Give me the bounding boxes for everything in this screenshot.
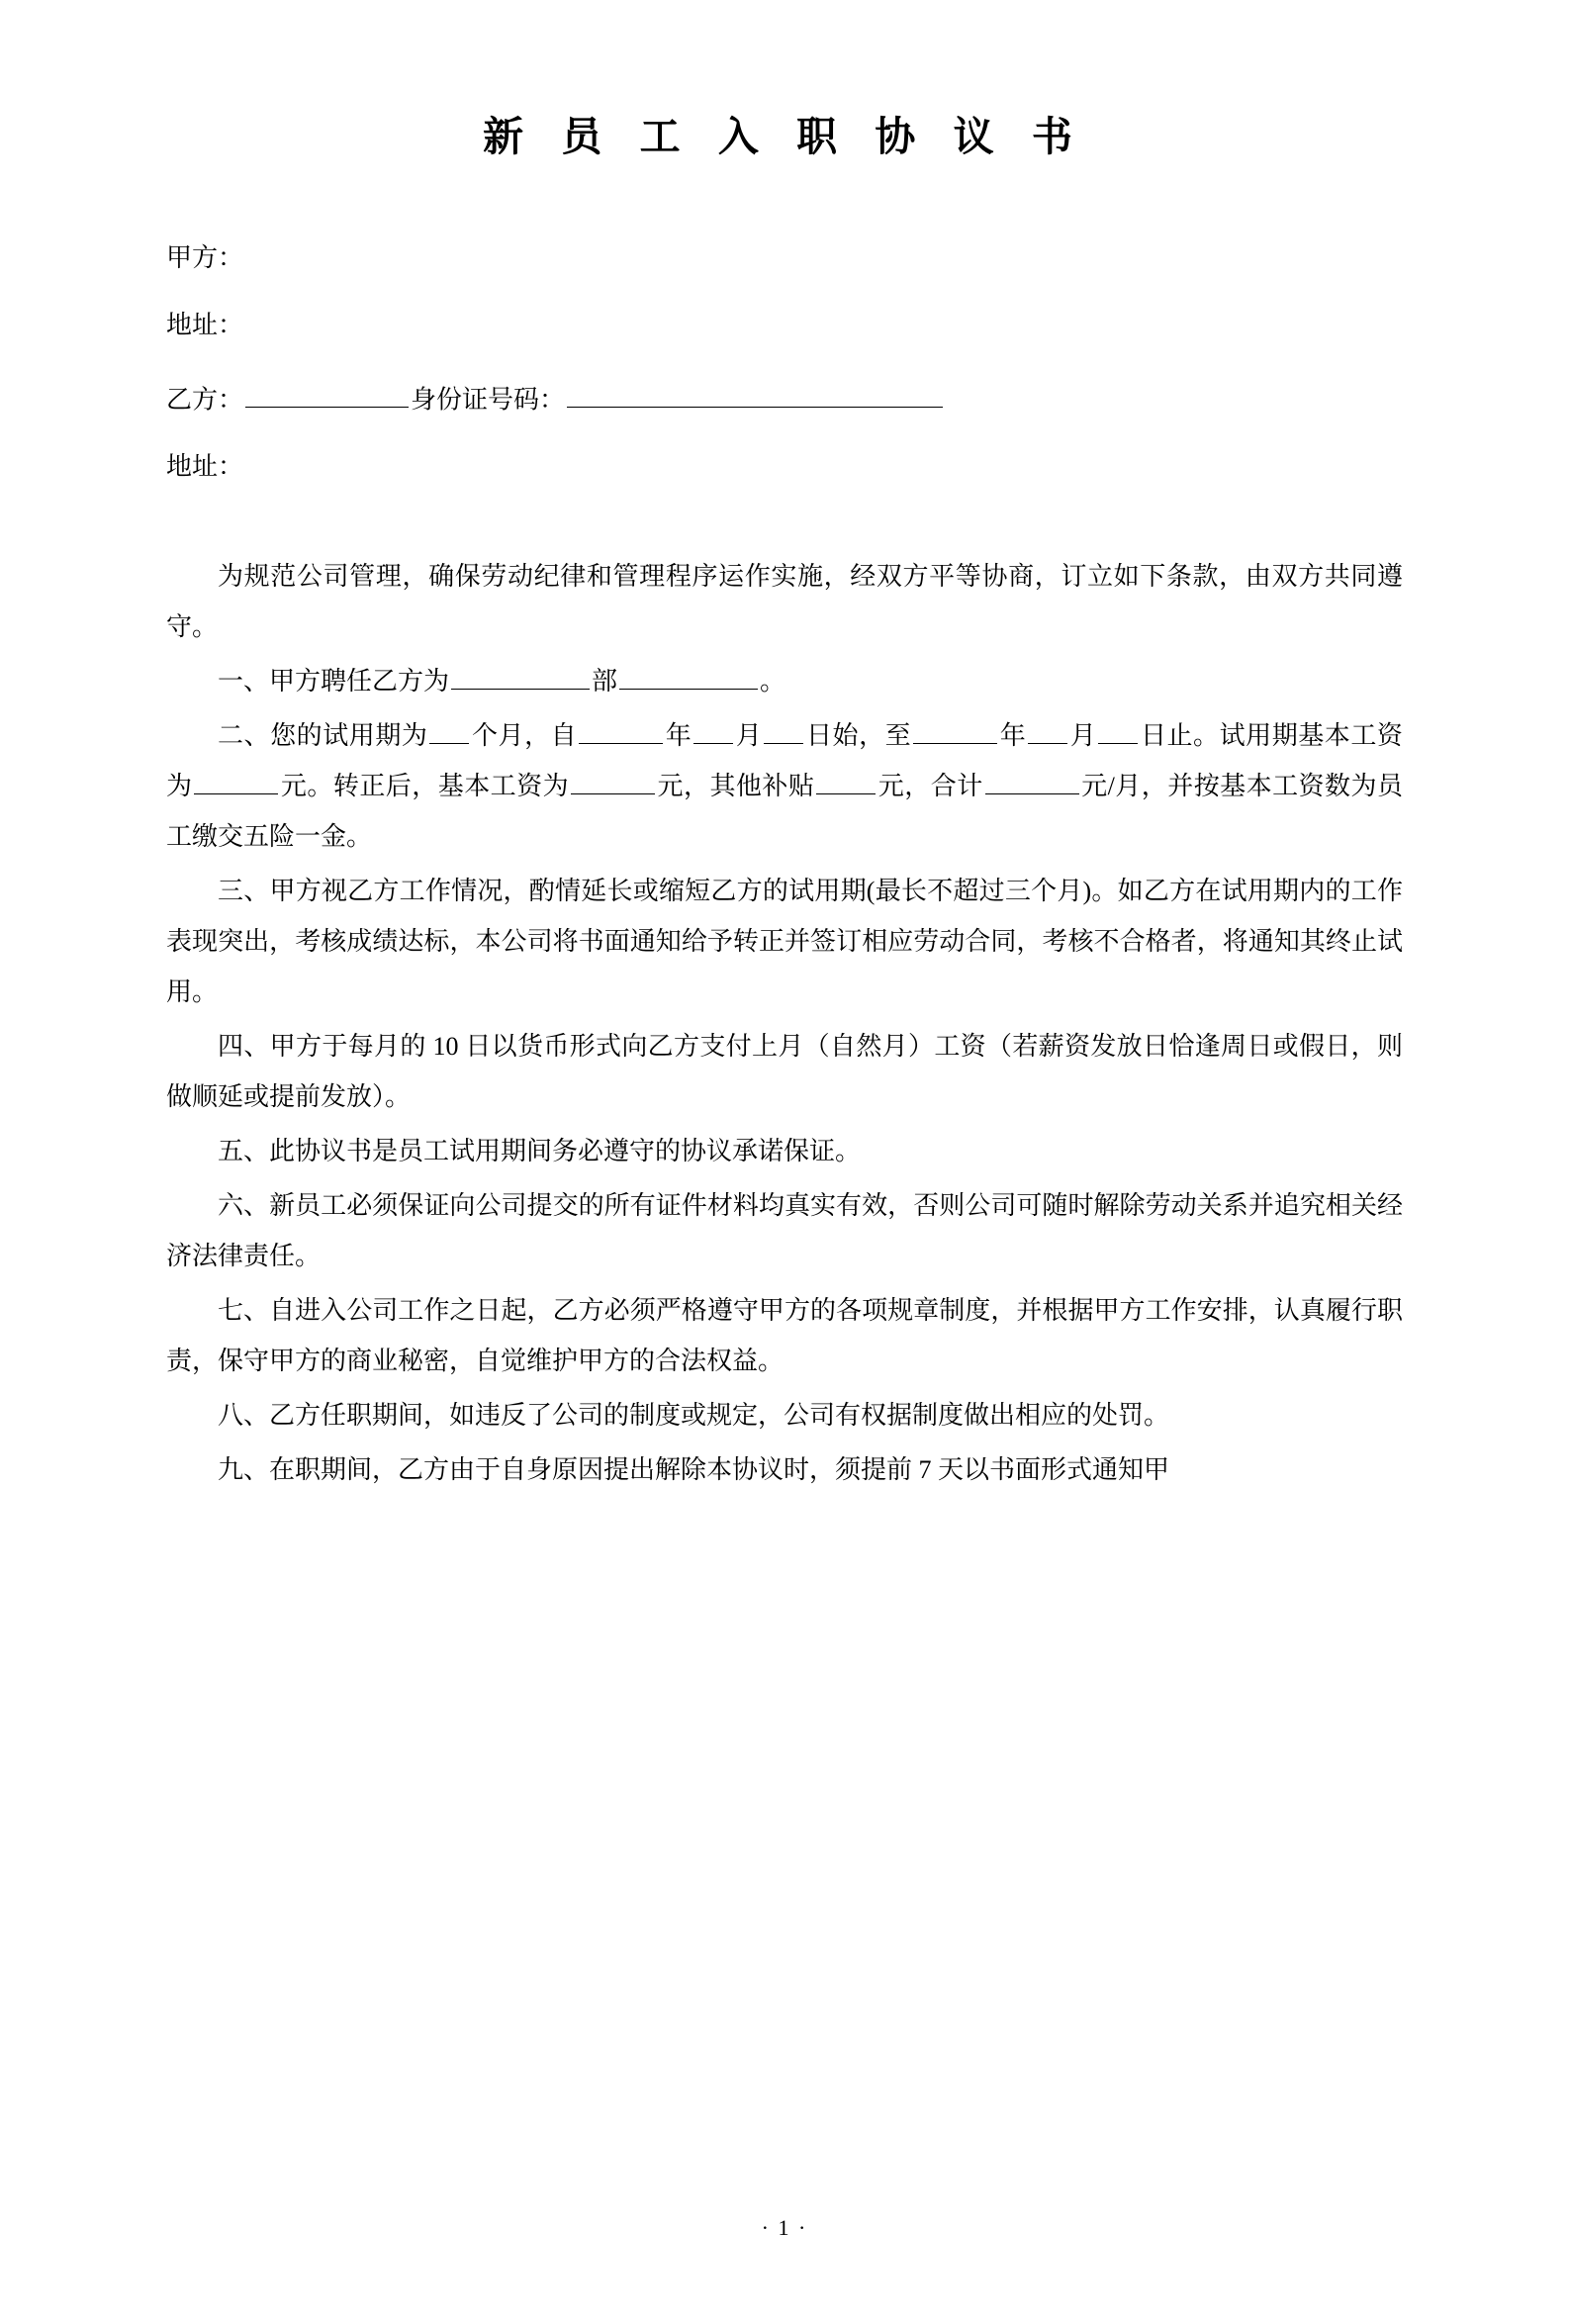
clause-2-end-month-blank[interactable]	[1028, 716, 1067, 744]
clause-2-text-k: 元，合计	[877, 772, 983, 801]
clause-2-base-salary-blank[interactable]	[571, 767, 655, 794]
clause-2-end-day-blank[interactable]	[1098, 716, 1138, 744]
clause-1-department-blank[interactable]	[451, 662, 590, 690]
party-a-label: 甲方：	[166, 243, 244, 272]
clause-2-text-g: 月	[1069, 721, 1097, 751]
clause-2-text-a: 二、您的试用期为	[218, 721, 428, 751]
clause-2-text-b: 个月，自	[471, 721, 578, 751]
clause-2-text-e: 日始，至	[805, 721, 912, 751]
clause-2-text-l: 元/月，并按基本工资数为员工缴交五险一金。	[166, 772, 1403, 852]
party-a-line	[166, 245, 1403, 271]
clause-2-text-h: 日止。试用期基本工资为	[166, 721, 1403, 801]
clause-1-text-a: 一、甲方聘任乙方为	[218, 667, 450, 697]
party-a-address-line	[166, 313, 1403, 338]
clause-2-text-d: 月	[735, 721, 763, 751]
party-b-label: 乙方：	[166, 385, 244, 415]
clause-2-total-blank[interactable]	[985, 767, 1079, 794]
clause-4: 四、甲方于每月的 10 日以货币形式向乙方支付上月（自然月）工资（若薪资发放日恰逢周日或假日，则做顺延或提前发放）。	[166, 1032, 1403, 1112]
clause-2-text-c: 年	[665, 721, 692, 751]
clause-2-probation-salary-blank[interactable]	[194, 767, 278, 794]
clause-7: 七、自进入公司工作之日起，乙方必须严格遵守甲方的各项规章制度，并根据甲方工作安排，认真履行职责，保守甲方的商业秘密，自觉维护甲方的合法权益。	[166, 1296, 1403, 1376]
clause-2-text-i: 元。转正后，基本工资为	[280, 772, 570, 801]
clause-2-allowance-blank[interactable]	[816, 767, 876, 794]
clause-2-start-day-blank[interactable]	[764, 716, 803, 744]
clause-8: 八、乙方任职期间，如违反了公司的制度或规定，公司有权据制度做出相应的处罚。	[218, 1401, 1170, 1431]
clause-2-end-year-blank[interactable]	[913, 716, 997, 744]
clause-2-months-blank[interactable]	[429, 716, 469, 744]
clause-2	[166, 710, 1403, 862]
clause-2-text-j: 元，其他补贴	[657, 772, 815, 801]
party-b-address-line	[166, 454, 1403, 480]
page-number: · 1 ·	[761, 2215, 808, 2240]
clause-2-start-year-blank[interactable]	[579, 716, 663, 744]
clause-1-text-c: 。	[760, 667, 786, 697]
clause-1-text-b: 部	[592, 667, 618, 697]
agreement-body	[166, 551, 1403, 1495]
page-title: 新 员 工 入 职 协 议 书	[483, 114, 1086, 159]
party-b-name-blank[interactable]	[245, 380, 409, 408]
clause-3: 三、甲方视乙方工作情况，酌情延长或缩短乙方的试用期(最长不超过三个月)。如乙方在试用期内的工作表现突出，考核成绩达标，本公司将书面通知给予转正并签订相应劳动合同，考核不合格者，将通知其终止试用。	[166, 877, 1403, 1007]
preamble-paragraph: 为规范公司管理，确保劳动纪律和管理程序运作实施，经双方平等协商，订立如下条款，由双方共同遵守。	[166, 562, 1403, 642]
clause-5: 五、此协议书是员工试用期间务必遵守的协议承诺保证。	[218, 1137, 862, 1166]
document-page	[0, 104, 1569, 2324]
id-number-label: 身份证号码：	[411, 385, 566, 415]
clause-1	[166, 656, 1403, 706]
party-a-address-label: 地址：	[166, 311, 244, 339]
clause-2-start-month-blank[interactable]	[693, 716, 733, 744]
clause-6: 六、新员工必须保证向公司提交的所有证件材料均真实有效，否则公司可随时解除劳动关系并追究相关经济法律责任。	[166, 1191, 1403, 1271]
party-information-block	[166, 245, 1403, 480]
party-b-address-label: 地址：	[166, 452, 244, 482]
id-number-blank[interactable]	[567, 380, 943, 408]
clause-1-position-blank[interactable]	[619, 662, 758, 690]
party-b-line	[166, 380, 1403, 413]
clause-9: 九、在职期间，乙方由于自身原因提出解除本协议时，须提前 7 天以书面形式通知甲	[218, 1455, 1170, 1485]
clause-2-text-f: 年	[999, 721, 1027, 751]
